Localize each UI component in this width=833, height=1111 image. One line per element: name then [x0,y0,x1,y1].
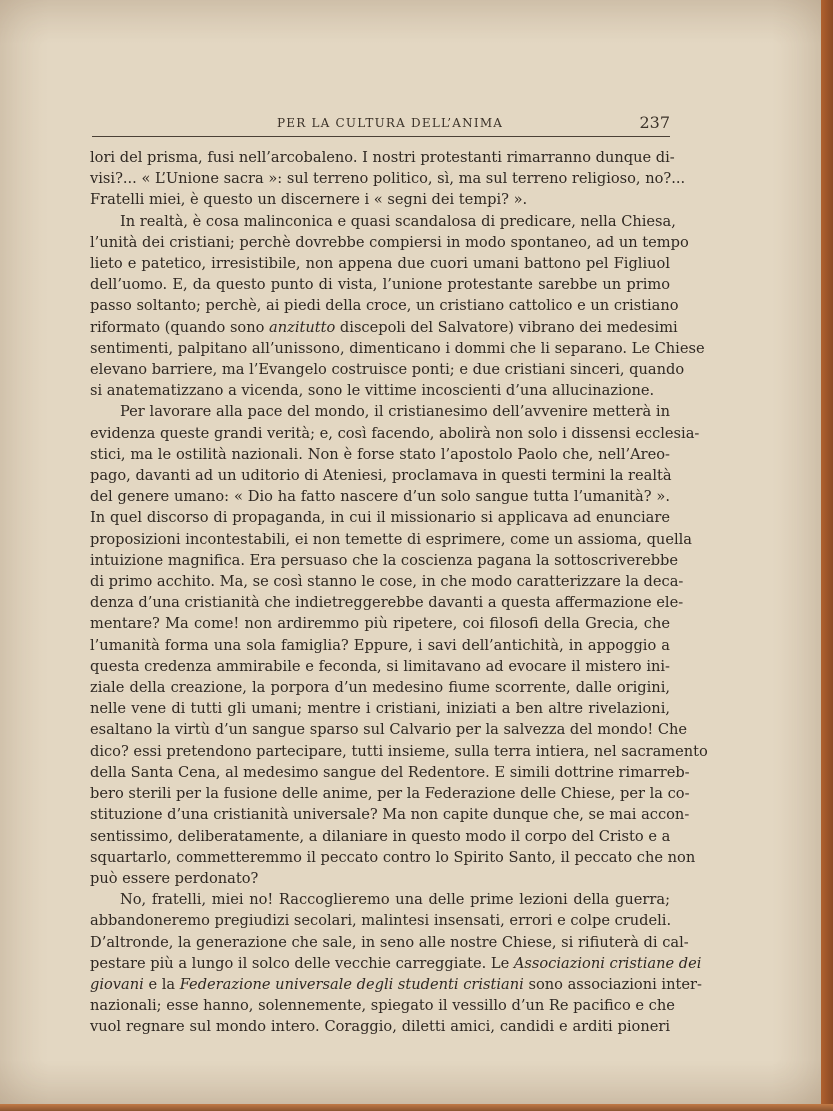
text-line: di primo acchito. Ma, se così stanno le cose, in che modo caratterizzare la deca- [90,573,684,591]
text-run: riformato (quando sono [90,318,270,336]
text-line: D’altronde, la generazione che sale, in seno alle nostre Chiese, si rifiuterà di cal- [90,933,689,951]
text-line: lieto e patetico, irresistibile, non appena due cuori umani battono pel Figliuol [90,255,670,273]
text-line: dell’uomo. E, da questo punto di vista, l’unione protestante sarebbe un primo [90,276,670,294]
text-line: dico? essi pretendono partecipare, tutti insieme, sulla terra intiera, nel sacramento [90,742,708,760]
text-line: abbandoneremo pregiudizi secolari, malintesi insensati, errori e colpe crudeli. [90,912,672,930]
italic-term: giovani [90,975,144,993]
running-title: PER LA CULTURA DELL’ANIMA [277,116,504,130]
text-line: evidenza queste grandi verità; e, così facendo, abolirà non solo i dissensi ecclesia- [90,424,700,442]
text-line: questa credenza ammirabile e feconda, si limitavano ad evocare il mistero ini- [90,657,670,675]
text-line: In quel discorso di propaganda, in cui il missionario si applicava ad enunciare [90,509,670,527]
text-line: nazionali; esse hanno, solennemente, spiegato il vessillo d’un Re pacifico e che [90,997,675,1015]
text-line: Per lavorare alla pace del mondo, il cristianesimo dell’avvenire metterà in [120,403,670,421]
text-line: può essere perdonato? [90,869,259,887]
text-line: ziale della creazione, la porpora d’un medesino fiume scorrente, dalle origini, [90,679,670,697]
text-run: discepoli del Salvatore) vibrano dei medesimi [335,318,678,336]
text-line [90,974,702,995]
text-line: No, fratelli, miei no! Raccoglieremo una delle prime lezioni della guerra; [120,891,670,909]
text-line: nelle vene di tutti gli umani; mentre i cristiani, iniziati a ben altre rivelazioni, [90,700,670,718]
text-line: stici, ma le ostilità nazionali. Non è forse stato l’apostolo Paolo che, nell’Areo- [90,445,670,463]
italic-term: anzitutto [269,318,336,336]
page-number: 237 [639,113,670,132]
text-line: pago, davanti ad un uditorio di Ateniesi, proclamava in questi termini la realtà [90,467,672,485]
text-line: esaltano la virtù d’un sangue sparso sul Calvario per la salvezza del mondo! Che [90,721,688,739]
text-line [90,953,702,974]
text-line: denza d’una cristianità che indietreggerebbe davanti a questa affermazione ele- [90,594,684,612]
page-edge-bottom [0,1104,833,1111]
text-line: squartarlo, commetteremmo il peccato contro lo Spirito Santo, il peccato che non [90,848,696,866]
text-line: visi?... « L’Unione sacra »: sul terreno politico, sì, ma sul terreno religioso, no?... [90,170,686,188]
italic-term: Federazione universale degli studenti cristiani [179,975,524,993]
text-line: l’unità dei cristiani; perchè dovrebbe compiersi in modo spontaneo, ad un tempo [90,233,689,251]
text-line: lori del prisma, fusi nell’arcobaleno. I nostri protestanti rimarranno dunque di- [90,149,675,166]
text-line: intuizione magnifica. Era persuaso che la coscienza pagana la sottoscriverebbe [90,551,679,569]
text-line [90,317,678,338]
italic-term: Associazioni cristiane dei [513,954,702,972]
body-text [90,147,708,1038]
text-run: e la [143,975,180,993]
text-line: del genere umano: « Dio ha fatto nascere d’un solo sangue tutta l’umanità? ». [90,488,670,506]
text-run: pestare più a lungo il solco delle vecchie carreggiate. Le [90,954,514,972]
text-line: passo soltanto; perchè, ai piedi della croce, un cristiano cattolico e un cristiano [90,297,679,315]
text-line: della Santa Cena, al medesimo sangue del Redentore. E simili dottrine rimarreb- [90,763,690,781]
text-line: sentissimo, deliberatamente, a dilaniare in questo modo il corpo del Cristo e a [90,827,671,845]
text-line: In realtà, è cosa malinconica e quasi scandalosa di predicare, nella Chiesa, [120,212,676,230]
text-line: l’umanità forma una sola famiglia? Eppure, i savi dell’antichità, in appoggio a [90,636,670,654]
text-line: Fratelli miei, è questo un discernere i « segni dei tempi? ». [90,191,528,209]
text-line: si anatematizzano a vicenda, sono le vittime incoscienti d’una allucinazione. [90,382,655,400]
running-head [92,113,670,137]
header-rule [92,136,670,137]
text-line: sentimenti, palpitano all’unissono, dimenticano i dommi che li separano. Le Chiese [90,339,705,357]
text-line: elevano barriere, ma l’Evangelo costruisce ponti; e due cristiani sinceri, quando [90,361,685,379]
text-line: mentare? Ma come! non ardiremmo più ripetere, coi filosofi della Grecia, che [90,615,670,633]
text-line: stituzione d’una cristianità universale? Ma non capite dunque che, se mai accon- [90,806,690,824]
text-run: sono associazioni inter- [523,975,702,993]
text-line: proposizioni incontestabili, ei non temette di esprimere, come un assioma, quella [90,530,692,548]
text-line: vuol regnare sul mondo intero. Coraggio, diletti amici, candidi e arditi pioneri [90,1018,670,1036]
page-edge-right [821,0,833,1111]
text-line: bero sterili per la fusione delle anime, per la Federazione delle Chiese, per la co- [90,785,690,803]
